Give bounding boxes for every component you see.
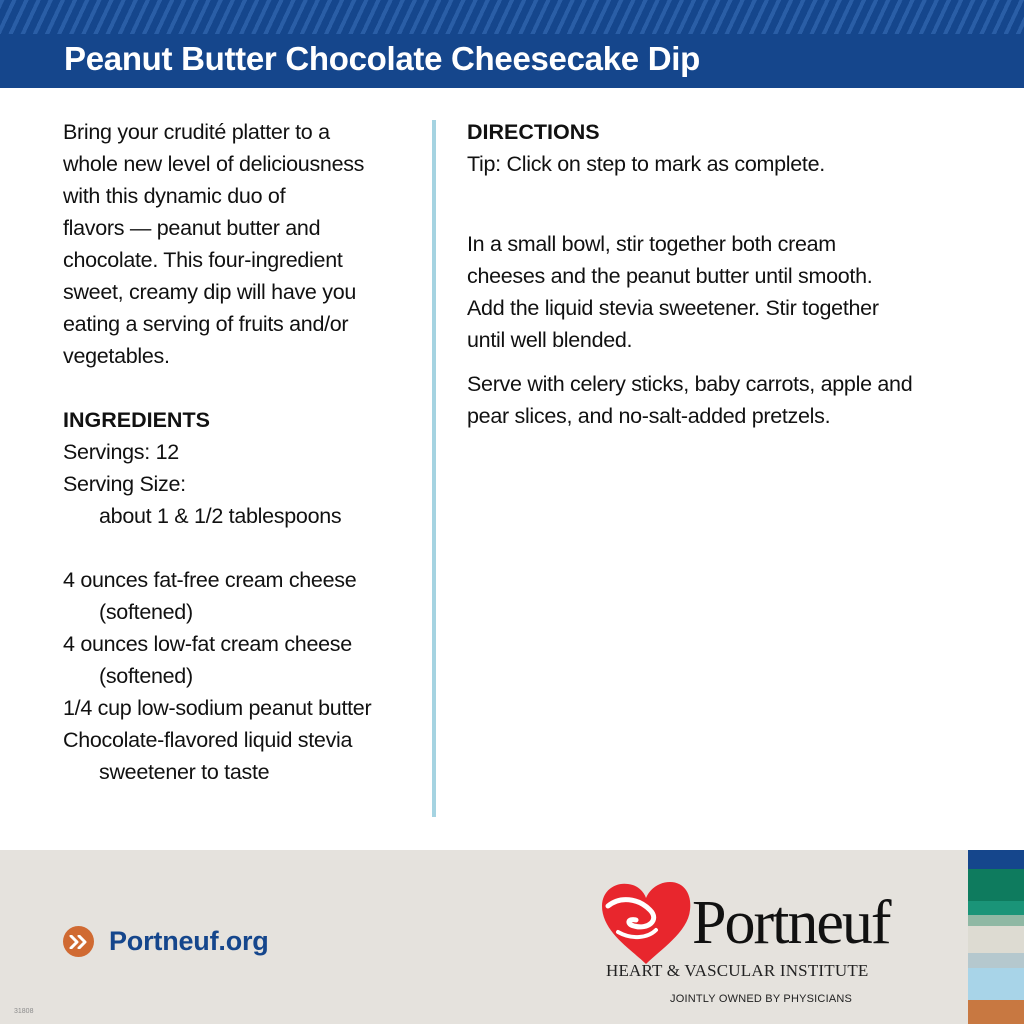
intro-line: with this dynamic duo of (63, 184, 286, 208)
intro-line: Bring your crudité platter to a (63, 120, 330, 144)
footer (0, 850, 1024, 1024)
servings: Servings: 12 (63, 440, 179, 464)
serving-size-label: Serving Size: (63, 472, 186, 496)
website-link[interactable] (63, 926, 269, 957)
color-stripe (968, 968, 1024, 1000)
color-stripe (968, 1000, 1024, 1024)
intro-paragraph (63, 116, 413, 372)
color-stripe (968, 901, 1024, 915)
intro-line: flavors — peanut butter and (63, 216, 321, 240)
color-stripe (968, 869, 1024, 901)
header-stripe-pattern (0, 0, 1024, 34)
right-column (467, 116, 977, 432)
intro-line: sweet, creamy dip will have you (63, 280, 357, 304)
directions-heading: DIRECTIONS (467, 120, 600, 144)
color-stripe (968, 953, 1024, 968)
column-divider (432, 120, 436, 817)
ingredient-item: 4 ounces fat-free cream cheese (softened) (63, 568, 357, 624)
heart-logo-icon (598, 880, 694, 966)
ingredient-item: 1/4 cup low-sodium peanut butter (63, 696, 372, 720)
ingredient-list (63, 564, 413, 788)
logo-wordmark: Portneuf (692, 889, 890, 957)
ingredients-heading: INGREDIENTS (63, 408, 210, 432)
directions-tip: Tip: Click on step to mark as complete. (467, 152, 825, 176)
website-link-text: Portneuf.org (109, 926, 269, 956)
intro-line: eating a serving of fruits and/or (63, 312, 349, 336)
document-code: 31808 (14, 1008, 34, 1015)
serving-size-value: about 1 & 1/2 tablespoons (99, 504, 342, 528)
intro-line: vegetables. (63, 344, 170, 368)
direction-step-2[interactable]: Serve with celery sticks, baby carrots, apple and pear slices, and no-salt-added pretzels. (467, 372, 913, 428)
logo-subtitle: HEART & VASCULAR INSTITUTE (606, 961, 869, 980)
color-stripe-bar (968, 850, 1024, 1024)
double-chevron-right-icon (63, 926, 94, 957)
color-stripe (968, 850, 1024, 869)
page-title: Peanut Butter Chocolate Cheesecake Dip (64, 40, 700, 77)
directions-steps (467, 228, 977, 432)
logo-tagline: JOINTLY OWNED BY PHYSICIANS (670, 993, 853, 1005)
color-stripe (968, 915, 1024, 926)
direction-step-1[interactable]: In a small bowl, stir together both cream cheeses and the peanut butter until smooth. Add the liquid stevia sweetener. Stir together until well blended. (467, 232, 879, 352)
ingredient-item: 4 ounces low-fat cream cheese (softened) (63, 632, 352, 688)
intro-line: whole new level of deliciousness (63, 152, 365, 176)
color-stripe (968, 926, 1024, 953)
left-column (63, 116, 413, 788)
ingredient-item: Chocolate-flavored liquid stevia sweetener to taste (63, 728, 353, 784)
header-banner (0, 0, 1024, 88)
portneuf-logo (598, 880, 908, 1010)
intro-line: chocolate. This four-ingredient (63, 248, 343, 272)
